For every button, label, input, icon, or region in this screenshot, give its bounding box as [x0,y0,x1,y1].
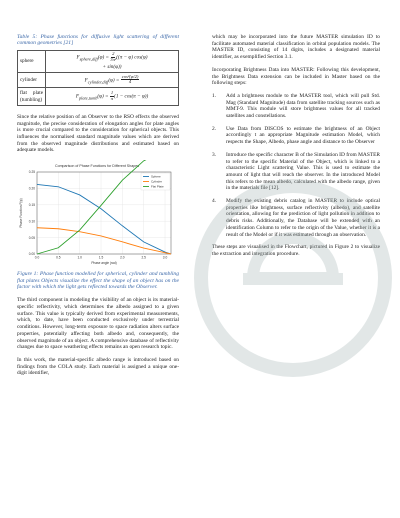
list-text: Modify the existing debris catalog in MASTER to include optical properties like brightness, surface reflectivity (albedo), and satellite orientation, allowing for the prediction of light pollution in addition to debris risks. Additionally, the Database will be extended with an identification Column to refer to the origin of the Value, whether it is a result of the Model or if it was estimated through an observation. [226,198,380,238]
list-item [212,126,380,146]
list-number: 1. [212,92,217,99]
x-tick-label: 2.5 [141,255,146,260]
y-tick-label: 0.10 [28,219,35,224]
row-label-cylinder: cylinder [18,72,46,87]
phase-function-chart [17,160,177,267]
figure-caption: Figure 1: Phase function modelled for spherical, cylinder and tumbling flat plates Objects visualize the effect the shape of an object has on the factor with which the light gets reflected towards the Observer. [17,271,179,290]
row-label-flat-plate: flat plate (tumbling) [18,88,46,106]
list-item [212,93,380,120]
table-row [18,50,179,72]
list-text: Add a brightness module to the MASTER tool, which will pull Std. Mag (Standard Magnitude) data from satellite tracking sources such as MMT-9. This module will store brightness values for all tracked satellites and constellations. [226,92,380,120]
table-row [18,88,179,106]
paragraph: which may be incorporated into the future MASTER simulation ID to facilitate automated material classification in orbital population models. The MASTER ID, consisting of 14 digits, includes a designated material identifier, as exemplified Section 3.1. [212,34,380,61]
list-item [212,152,380,192]
list-number: 2. [212,125,217,132]
equation-sphere: $F_{sphere,diff}(\varphi)$ = $\frac{2}{\text{3π²}}$ ((π − φ) cos(φ) + sin(φ)) [46,50,179,72]
legend-label: Sphere [151,174,161,179]
x-tick-label: 0.5 [56,255,61,260]
chart-title: Comparison of Phase Functions for Different Shapes [54,164,140,169]
chart-svg [17,160,177,267]
list-number: 3. [212,151,217,158]
paragraph: These steps are visualised in the Flowchart, pictured in Figure 2 to visualize the extraction and integration procedure. [212,244,380,257]
y-tick-label: 0.00 [28,252,35,257]
equation-flat-plate: $F_{plate,tumb}(\varphi)$ = $\frac{1}{\pi}$ (1 − cos(π − φ)) [46,88,179,106]
table-caption: Table 5: Phase functions for diffusive light scattering of different common geometries [21] [17,34,179,47]
row-label-sphere: sphere [18,50,46,72]
x-tick-label: 0.0 [34,255,40,260]
x-tick-label: 3.0 [162,255,168,260]
y-axis-label: Phase Function F(φ) [19,198,23,228]
legend-label: Flat Plate [151,184,164,189]
x-tick-label: 1.5 [98,255,104,260]
y-tick-label: 0.25 [28,170,35,175]
list-text: Use Data from DISCOS to estimate the brightness of an Object accordingly t an appropriate Magnitude estimation Model, which respects the Shape, Albedo, phase angle and distance to the Observer [226,125,380,146]
list-number: 4. [212,198,217,205]
equation-cylinder: $F_{cylinder,diff}(\varphi)$ = $\frac{\text{cos²(φ/2)}}{4}$ [46,72,179,87]
x-axis-label: Phase angle (rad) [91,261,117,266]
x-tick-label: 2.0 [120,255,125,260]
y-tick-label: 0.05 [28,235,35,240]
right-column [212,34,380,264]
paragraph: In this work, the material-specific albedo range is introduced based on findings from the COLA study. Each material is assigned a unique one-digit identifier, [17,356,179,377]
phase-function-table [17,50,179,106]
legend-label: Cylinder [151,179,163,184]
list-text: Introduce the specific character B of the Simulation ID from MASTER to refer to the specific Material of the Object, which is linked to a characteristic Light scattering Value. This is used to estimate the amount of light that will reach the observer. In the introduced Model this refers to the mean albedo, calculated with the albedo range, given in the materials file [12]. [226,151,380,192]
y-tick-label: 0.15 [28,203,35,208]
paragraph: Since the relative position of an Observer to the RSO effects the observed magnitude, the precise consideration of elongation angles for plate angles is more crucial compared to the consideration for spherical objects. This influences the normalised standard magnitude values which are derived from the observed magnitude distributions and estimated based on adequate models. [17,113,179,154]
steps-list [212,93,380,238]
table-row [18,72,179,87]
paragraph: Incorporating Brightness Data into MASTER: Following this development, the Brightness Data extension can be included in Master based on the following steps: [212,66,380,87]
x-tick-label: 1.0 [77,255,82,260]
y-tick-label: 0.20 [28,186,35,191]
paragraph: The third component in modeling the visibility of an object is its material-specific reflectivity, which determines the albedo assigned to a given surface. This value is typically derived from experimental measurements, which, to date, have been conducted exclusively under terrestrial conditions. However, long-term exposure to space radiation alters surface properties, potentially affecting both albedo and, consequently, the observed magnitude of an object. A comprehensive database of reflectivity changes due to space weathering effects remains an open research topic. [17,297,179,351]
list-item [212,198,380,238]
left-column [17,34,179,383]
